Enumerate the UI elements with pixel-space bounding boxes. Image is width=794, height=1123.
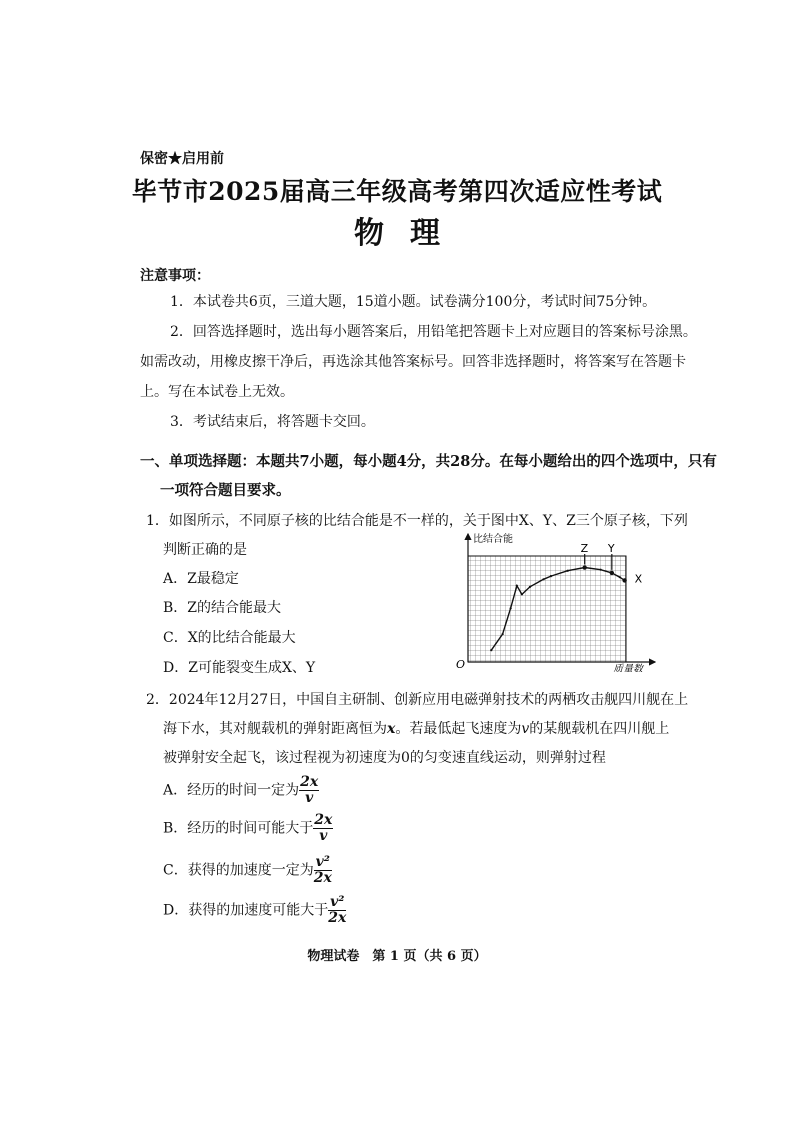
nucleus-z-point <box>582 565 586 569</box>
q1-stem-line-1: 1．如图所示，不同原子核的比结合能是不一样的，关于图中X、Y、Z三个原子核，下列 <box>146 513 688 529</box>
numerator: v² <box>315 854 330 870</box>
q2-stem-2a: 海下水，其对舰载机的弹射距离恒为 <box>163 721 387 737</box>
exam-title: 毕节市2025届高三年级高考第四次适应性考试 <box>131 177 663 206</box>
denominator: v <box>305 790 314 806</box>
notice-item-2-line-3: 上。写在本试卷上无效。 <box>140 384 294 400</box>
numerator: 2x <box>300 774 319 790</box>
numerator: v² <box>330 894 345 910</box>
notice-heading: 注意事项： <box>140 268 210 284</box>
q2-option-a <box>163 775 319 806</box>
origin-label: O <box>456 658 466 671</box>
q2-stem-2c: 的某舰载机在四川舰上 <box>529 721 670 737</box>
fraction <box>328 895 346 926</box>
denominator: 2x <box>328 910 347 926</box>
q1-option-a: A．Z最稳定 <box>163 571 239 587</box>
curve-point-5 <box>529 586 531 588</box>
denominator: 2x <box>313 870 332 886</box>
denominator: v <box>319 828 328 844</box>
q2-option-b <box>163 813 333 844</box>
nucleus-x-point <box>622 578 626 582</box>
q2-stem-line-2 <box>163 719 669 739</box>
q2-stem-2b: 。若最低起飞速度为 <box>395 721 522 737</box>
x-axis-label: 质量数 <box>613 664 643 672</box>
curve-point-12 <box>619 576 621 578</box>
subject-title: 物理 <box>354 216 466 251</box>
nucleus-x-label: X <box>634 572 643 586</box>
fraction <box>299 775 319 806</box>
q2-option-a-text: A．经历的时间一定为 <box>163 782 300 799</box>
fraction <box>314 855 332 886</box>
section-1-heading-cont: 一项符合题目要求。 <box>160 482 291 499</box>
notice-item-2-line-2: 如需改动，用橡皮擦干净后，再选涂其他答案标号。回答非选择题时，将答案写在答题卡 <box>140 354 686 370</box>
curve-point-3 <box>516 585 518 587</box>
notice-item-1: 1．本试卷共6页，三道大题，15道小题。试卷满分100分，考试时间75分钟。 <box>170 294 657 310</box>
q2-option-c-text: C．获得的加速度一定为 <box>163 862 314 879</box>
notice-item-2-line-1: 2．回答选择题时，选出每小题答案后，用铅笔把答题卡上对应题目的答案标号涂黑。 <box>170 324 697 340</box>
page-footer: 物理试卷 第 1 页（共 6 页） <box>307 949 487 964</box>
q1-option-c: C．X的比结合能最大 <box>163 630 296 646</box>
curve-point-2 <box>510 607 512 609</box>
q2-stem-line-1: 2．2024年12月27日，中国自主研制、创新应用电磁弹射技术的两栖攻击舰四川舰在上 <box>146 692 689 708</box>
nucleus-y-point <box>610 571 614 575</box>
numerator: 2x <box>314 812 333 828</box>
notice-item-3: 3．考试结束后，将答题卡交回。 <box>170 414 375 430</box>
q2-stem-line-3: 被弹射安全起飞，该过程视为初速度为0的匀变速直线运动，则弹射过程 <box>163 750 606 766</box>
curve-point-6 <box>542 578 544 580</box>
fraction <box>313 813 333 844</box>
curve-point-7 <box>550 575 552 577</box>
confidential-mark: 保密★启用前 <box>140 151 224 167</box>
q1-option-d: D．Z可能裂变生成X、Y <box>163 660 316 676</box>
q2-option-c <box>163 855 332 886</box>
q2-option-d <box>163 895 346 926</box>
binding-energy-chart <box>450 530 660 672</box>
q2-option-b-text: B．经历的时间可能大于 <box>163 820 314 837</box>
plot-area <box>468 556 626 662</box>
q2-var-v: v <box>521 721 530 737</box>
q1-stem-line-2: 判断正确的是 <box>163 542 247 558</box>
curve-point-1 <box>502 633 504 635</box>
nucleus-y-label: Y <box>607 542 615 555</box>
q2-option-d-text: D．获得的加速度可能大于 <box>163 902 329 919</box>
y-axis-label: 比结合能 <box>473 534 513 545</box>
curve-point-4 <box>521 593 523 595</box>
q1-option-b: B．Z的结合能最大 <box>163 600 282 616</box>
curve-point-8 <box>567 570 569 572</box>
section-1-heading: 一、单项选择题：本题共7小题，每小题4分，共28分。在每小题给出的四个选项中，只有 <box>140 453 717 470</box>
q2-var-x: x <box>387 721 396 737</box>
curve-point-10 <box>600 569 602 571</box>
curve-point-0 <box>490 649 492 651</box>
nucleus-z-label: Z <box>580 542 589 555</box>
